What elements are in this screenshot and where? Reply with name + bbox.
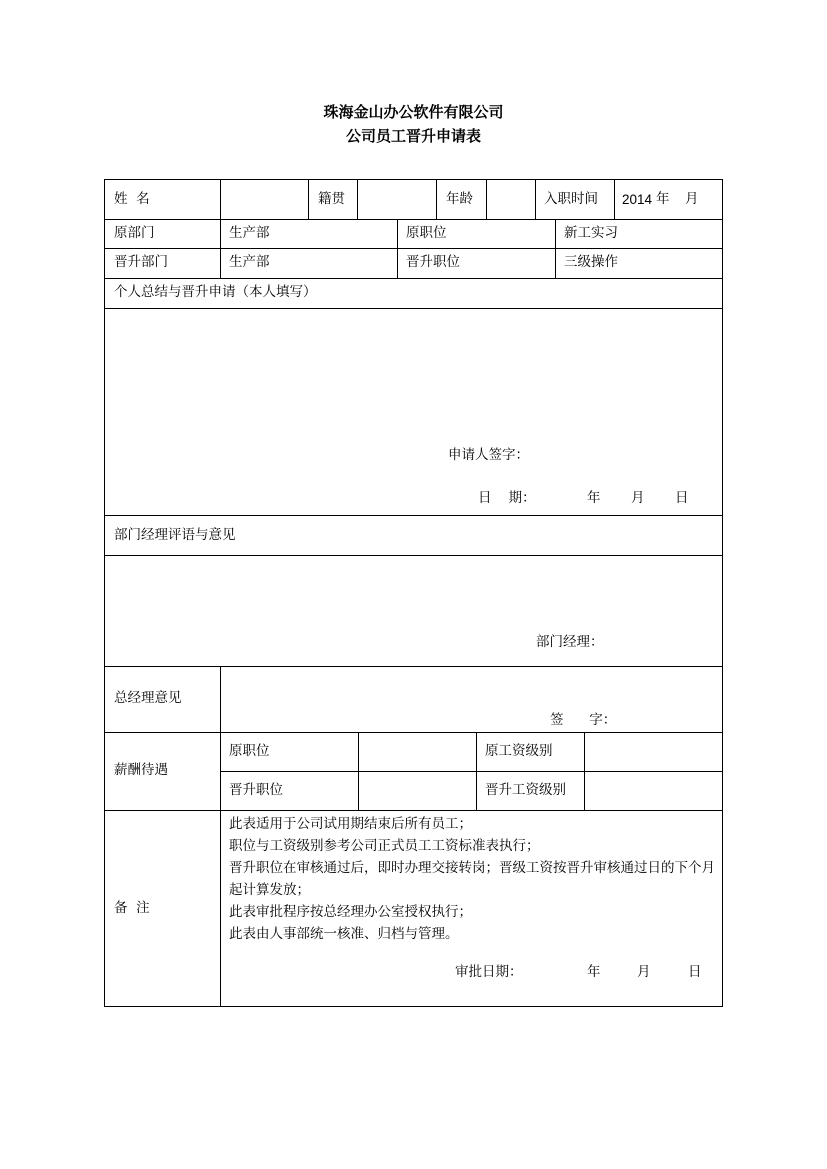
general-manager-input-area[interactable] [224,669,719,707]
col-divider [220,666,221,1007]
new-pos-value[interactable]: 三级操作 [564,254,618,270]
salary-new-pos-field[interactable] [364,784,472,800]
col-divider [357,179,358,219]
general-manager-signature-label: 签 字： [550,712,617,728]
row-divider [104,248,723,249]
age-field[interactable] [491,193,531,209]
hire-year[interactable]: 2014 [622,192,653,207]
new-dept-value[interactable]: 生产部 [229,254,270,270]
col-divider [614,179,615,219]
company-name: 珠海金山办公软件有限公司 [323,103,504,121]
remark-line: 此表审批程序按总经理办公室授权执行； [229,904,472,920]
new-dept-label: 晋升部门 [114,254,168,270]
col-divider [220,179,221,219]
remarks-list [229,813,719,945]
approval-date-label: 审批日期： [455,964,523,980]
remark-line: 此表适用于公司试用期结束后所有员工； [229,816,472,832]
form-title: 公司员工晋升申请表 [345,127,481,145]
salary-orig-pos-field[interactable] [364,745,472,761]
summary-heading: 个人总结与晋升申请（本人填写） [114,284,317,300]
origin-field[interactable] [363,193,433,209]
summary-date-label: 日 期： [478,490,536,506]
orig-pos-value[interactable]: 新工实习 [564,225,618,241]
orig-dept-value[interactable]: 生产部 [229,225,270,241]
row-divider [220,771,723,772]
age-label: 年龄 [446,191,473,207]
remark-line: 职位与工资级别参考公司正式员工工资标准表执行； [229,838,540,854]
summary-input-area[interactable] [106,311,720,441]
general-manager-label: 总经理意见 [114,690,182,706]
dept-manager-input-area[interactable] [106,558,720,628]
summary-year: 年 [587,490,601,506]
name-field[interactable] [226,193,304,209]
salary-label: 薪酬待遇 [114,762,168,778]
name-label: 姓 名 [114,191,150,207]
row-divider [104,666,723,667]
col-divider [436,179,437,219]
row-divider [104,278,723,279]
col-divider [397,219,398,278]
salary-orig-grade-label: 原工资级别 [485,743,553,759]
hire-date-label: 入职时间 [544,191,598,207]
salary-new-grade-field[interactable] [590,784,718,800]
dept-manager-signature-label: 部门经理： [536,634,604,650]
applicant-signature-label: 申请人签字： [448,447,529,463]
row-divider [104,515,723,516]
approval-month: 月 [637,964,651,980]
col-divider [308,179,309,219]
new-pos-label: 晋升职位 [406,254,460,270]
orig-pos-label: 原职位 [406,225,447,241]
col-divider [584,732,585,810]
col-divider [486,179,487,219]
salary-new-grade-label: 晋升工资级别 [485,782,566,798]
approval-day: 日 [688,964,702,980]
row-divider [104,219,723,220]
col-divider [220,219,221,278]
summary-day: 日 [675,490,689,506]
col-divider [358,732,359,810]
salary-orig-pos-label: 原职位 [229,743,270,759]
row-divider [104,308,723,309]
col-divider [555,219,556,278]
remark-line: 晋升职位在审核通过后，即时办理交接转岗；晋级工资按晋升审核通过日的下个月起计算发放； [229,860,715,898]
summary-month: 月 [631,490,645,506]
remarks-label: 备 注 [114,900,150,916]
orig-dept-label: 原部门 [114,225,155,241]
row-divider [104,732,723,733]
hire-month-unit: 月 [685,191,699,207]
row-divider [104,810,723,811]
col-divider [535,179,536,219]
approval-year: 年 [587,964,601,980]
row-divider [104,555,723,556]
remark-line: 此表由人事部统一核准、归档与管理。 [229,926,459,942]
dept-manager-heading: 部门经理评语与意见 [114,527,236,543]
salary-orig-grade-field[interactable] [590,745,718,761]
col-divider [476,732,477,810]
salary-new-pos-label: 晋升职位 [229,782,283,798]
origin-label: 籍贯 [318,191,345,207]
hire-year-unit: 年 [656,191,670,207]
